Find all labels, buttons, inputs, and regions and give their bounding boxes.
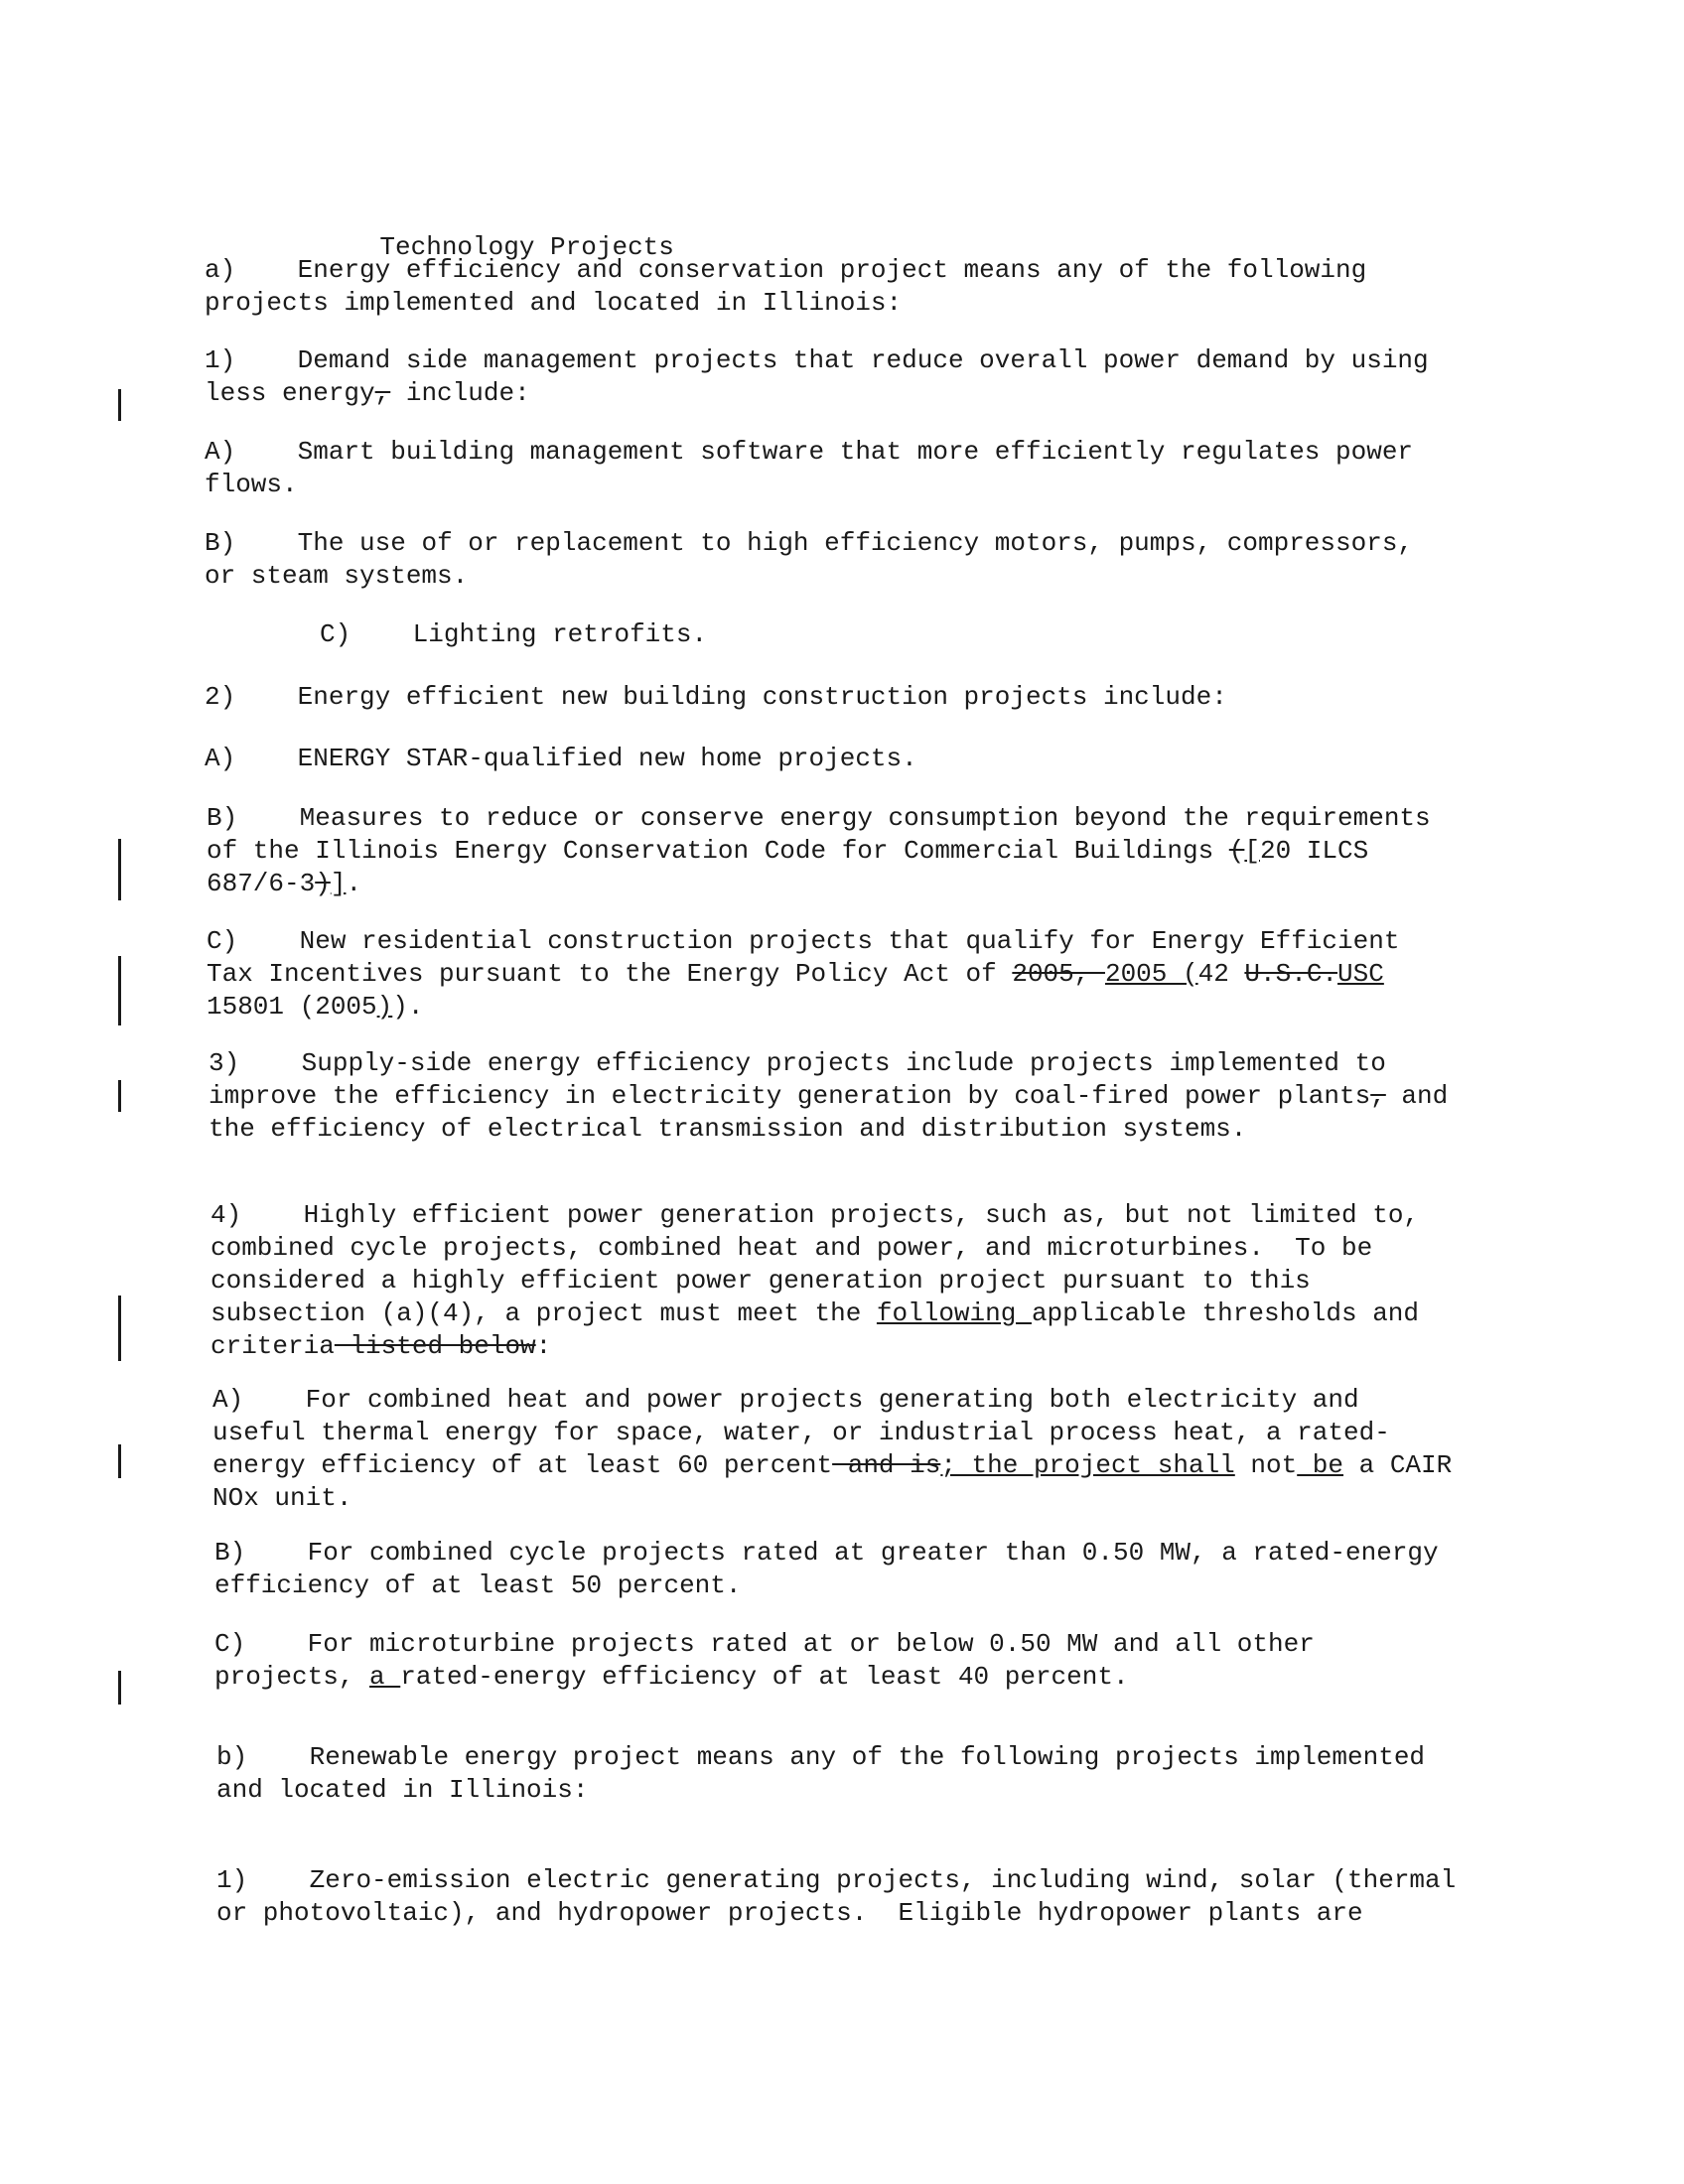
inserted-text: following — [876, 1298, 1032, 1328]
change-bar — [118, 1444, 121, 1478]
paragraph-a1A: A) Smart building management software that more efficiently regulates power flows. — [205, 437, 1414, 499]
change-bar — [118, 1080, 121, 1112]
inserted-text: USC — [1337, 959, 1384, 989]
paragraph-a2: 2) Energy efficient new building construction projects include: — [205, 682, 1227, 712]
inserted-text: be — [1297, 1450, 1344, 1480]
inserted-text: ; the project shall — [940, 1450, 1235, 1480]
deleted-text: listed below — [334, 1331, 536, 1361]
paragraph-a4B: B) For combined cycle projects rated at greater than 0.50 MW, a rated-energy efficiency of at least 50 percent. — [214, 1538, 1439, 1600]
paragraph-a4C: C) For microturbine projects rated at or below 0.50 MW and all other projects, a rated-energy efficiency of at least 40 percent. — [214, 1629, 1315, 1692]
paragraph-a2A: A) ENERGY STAR-qualified new home projects. — [205, 744, 917, 773]
paragraph-a2C: C) New residential construction projects that qualify for Energy Efficient Tax Incentives pursuant to the Energy Policy Act of 2005, 2005 (42 U.S.C.USC 15801 (2005)). — [207, 926, 1400, 1022]
change-bar — [118, 389, 121, 421]
page-title: Technology Projects — [379, 232, 674, 262]
paragraph-a: a) Energy efficiency and conservation project means any of the following projects implemented and located in Illinois: — [205, 255, 1367, 318]
paragraph-a4A: A) For combined heat and power projects generating both electricity and useful thermal energy for space, water, or industrial process heat, a rated- energy efficiency of at least 60 percent and is; the project shall not be a CAIR NOx unit. — [212, 1385, 1453, 1513]
change-bar — [118, 956, 121, 1025]
paragraph-a4: 4) Highly efficient power generation projects, such as, but not limited to, combined cycle projects, combined heat and power, and microturbines. To be considered a highly efficient power generation project pursuant to this subsection (a)(4), a project must meet the following applicable thresholds and criteria listed below: — [210, 1200, 1420, 1361]
deleted-text: 2005, — [1012, 959, 1105, 989]
deleted-text: and is — [832, 1450, 941, 1480]
paragraph-a1: 1) Demand side management projects that reduce overall power demand by using less energy, include: — [205, 345, 1429, 408]
deleted-text: ( — [1228, 836, 1245, 866]
paragraph-a3: 3) Supply-side energy efficiency projects include projects implemented to improve the efficiency in electricity generation by coal-fired power plants, and the efficiency of electrical transmission and distribution systems. — [209, 1048, 1449, 1144]
change-bar — [118, 1671, 121, 1705]
deleted-text: ) — [315, 869, 331, 898]
paragraph-b1: 1) Zero-emission electric generating projects, including wind, solar (thermal or photovoltaic), and hydropower projects. Eligible hydropower plants are — [216, 1865, 1457, 1928]
paragraph-a2B: B) Measures to reduce or conserve energy consumption beyond the requirements of the Illinois Energy Conservation Code for Commercial Buildings ([20 ILCS 687/6-3)]. — [207, 803, 1431, 898]
change-bar — [118, 839, 121, 900]
deleted-text: U.S.C. — [1244, 959, 1338, 989]
paragraph-a1B: B) The use of or replacement to high efficiency motors, pumps, compressors, or steam systems. — [205, 528, 1414, 591]
inserted-text: a — [369, 1662, 401, 1692]
inserted-text: ] — [330, 869, 347, 898]
inserted-text: ) — [376, 992, 393, 1022]
inserted-text: 2005 ( — [1104, 959, 1198, 989]
inserted-text: [ — [1244, 836, 1260, 866]
deleted-text: , — [374, 378, 391, 408]
paragraph-b: b) Renewable energy project means any of the following projects implemented and located in Illinois: — [216, 1742, 1426, 1805]
change-bar — [118, 1296, 121, 1361]
deleted-text: , — [1370, 1081, 1386, 1111]
paragraph-a1C: C) Lighting retrofits. — [320, 619, 708, 649]
